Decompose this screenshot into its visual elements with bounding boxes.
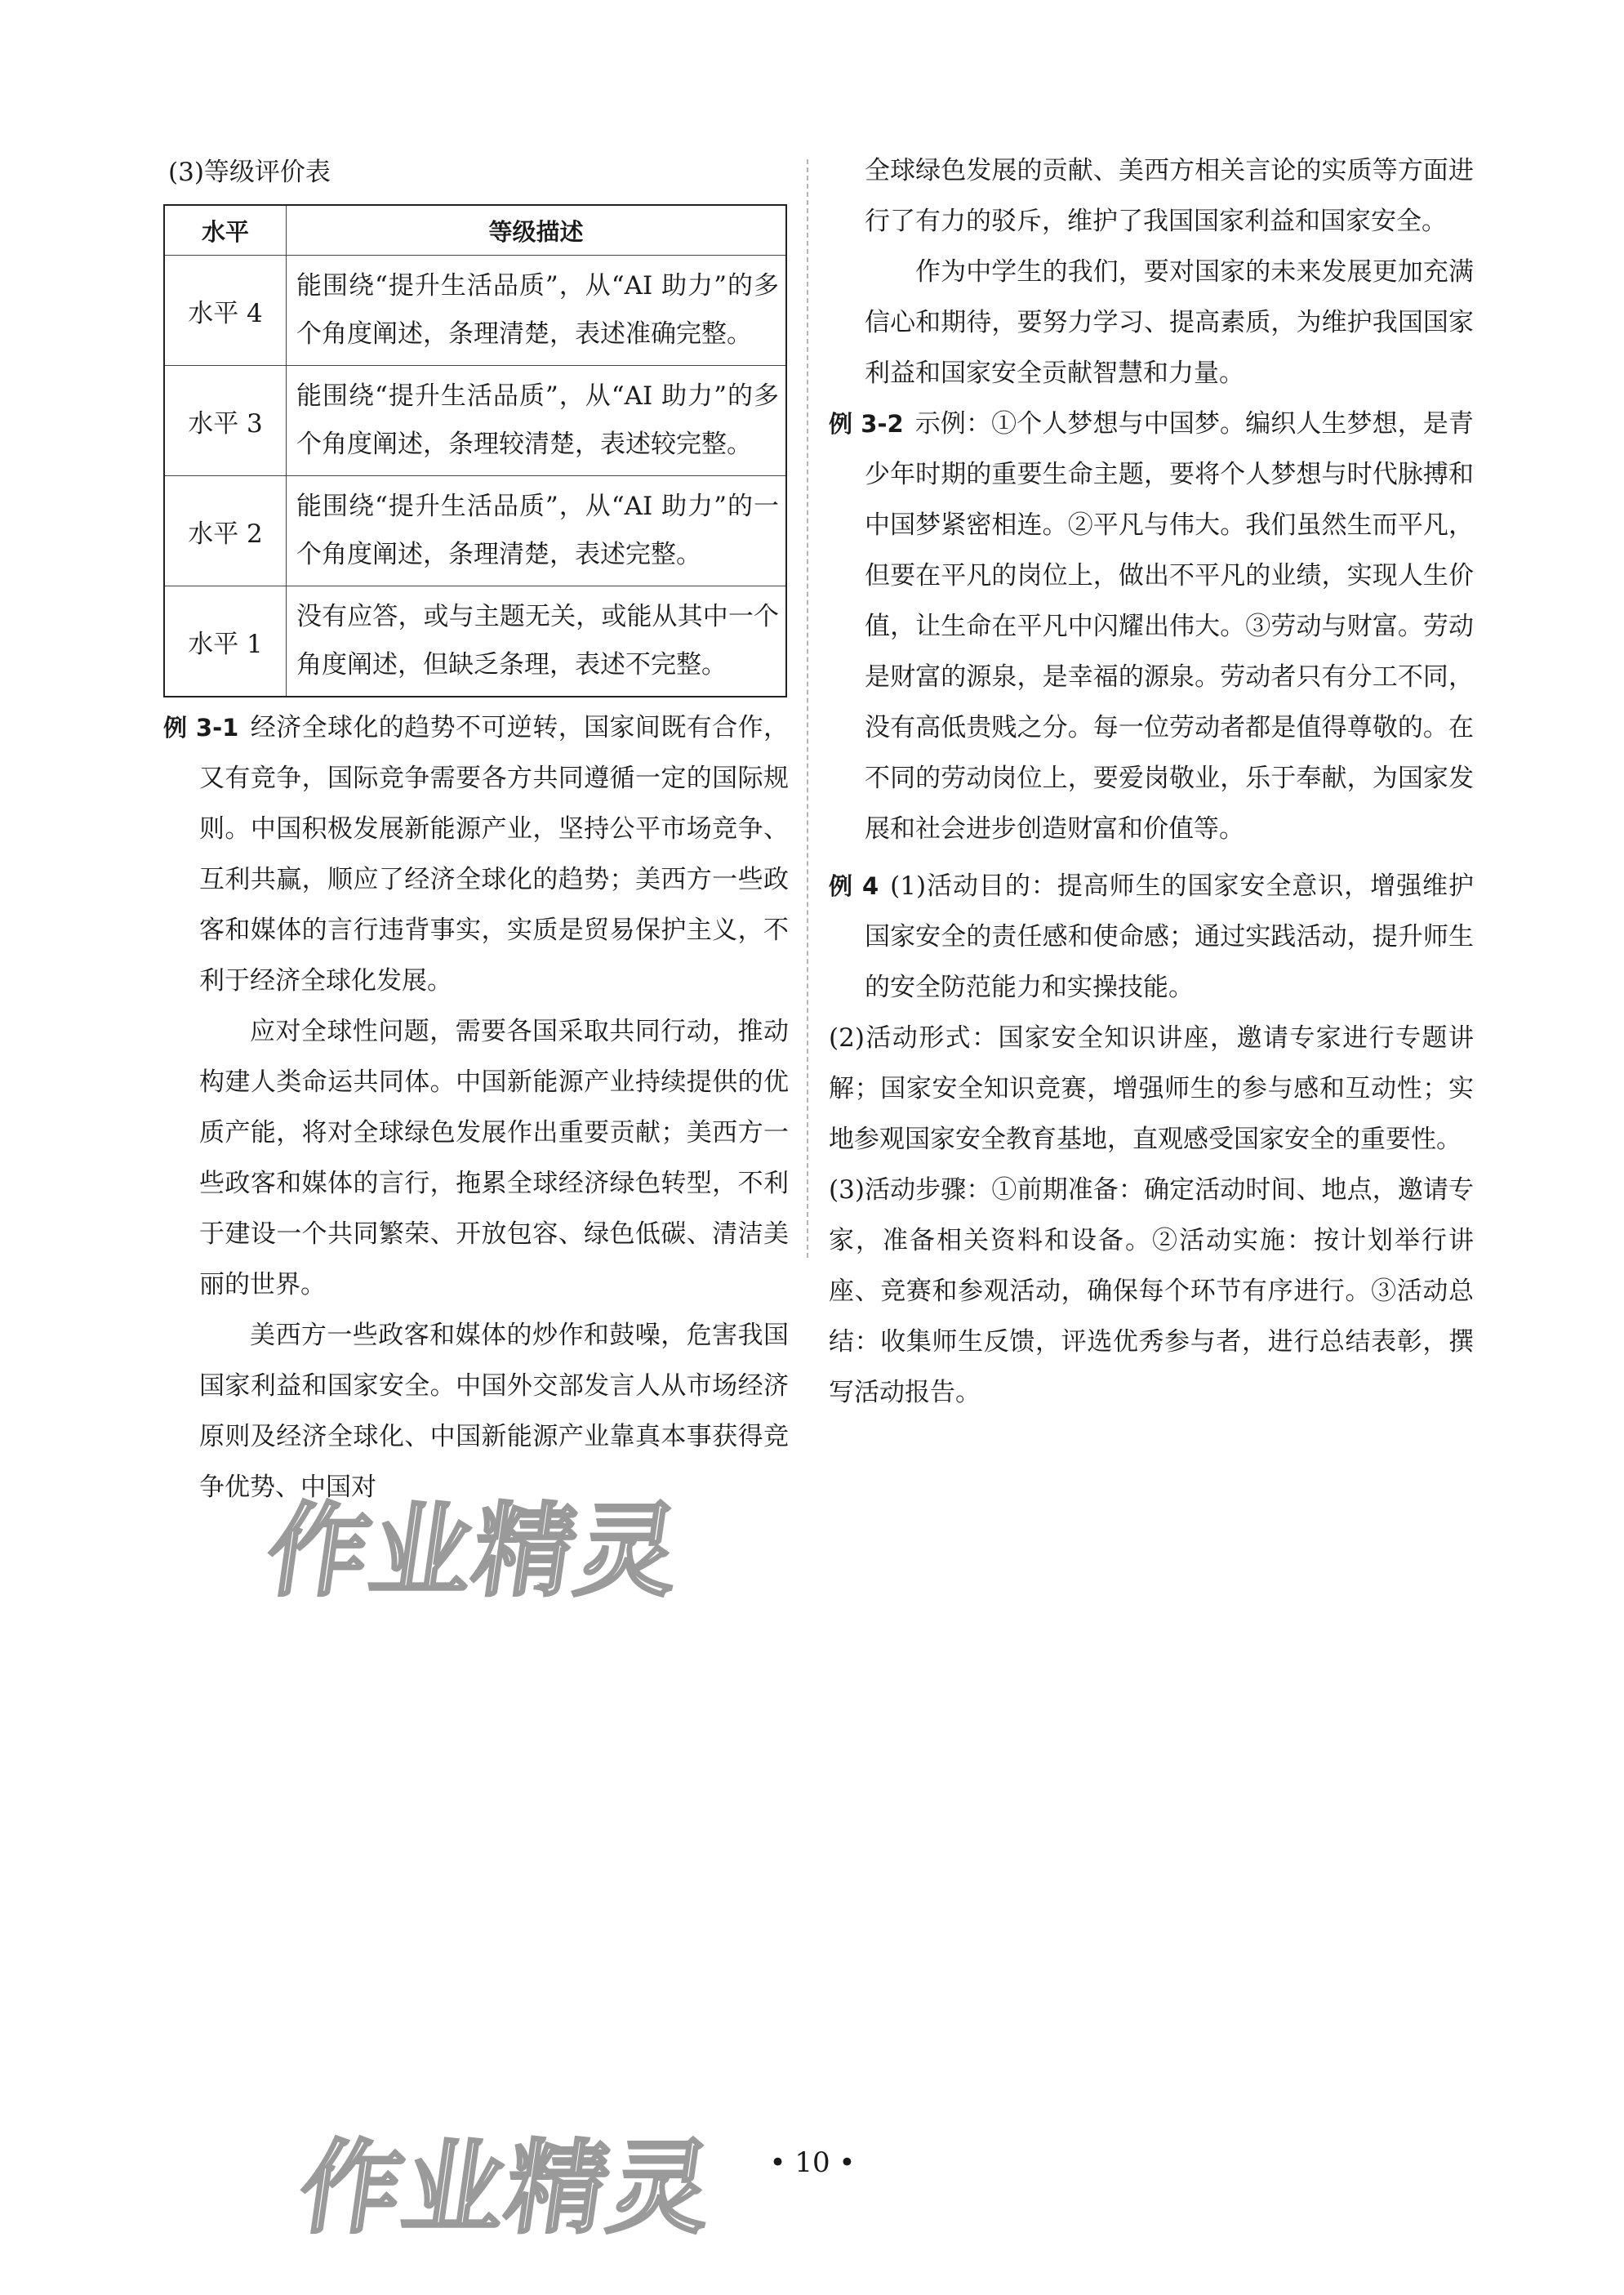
table-row xyxy=(164,366,786,476)
level-cell: 水平 3 xyxy=(164,366,287,476)
example-3-1-label: 例 3-1 xyxy=(163,714,239,742)
description-cell: 能围绕“提升生活品质”，从“AI 助力”的一个角度阐述，条理清楚，表述完整。 xyxy=(287,476,787,586)
level-cell: 水平 4 xyxy=(164,256,287,366)
example-4-item-3: (3)活动步骤：①前期准备：确定活动时间、地点，邀请专家，准备相关资料和设备。②活动实施：按计划举行讲座、竞赛和参观活动，确保每个环节有序进行。③活动总结：收集师生反馈，评选优秀参与者，进行总结表彰，撰写活动报告。 xyxy=(829,1175,1474,1407)
continued-paragraph: 全球绿色发展的贡献、美西方相关言论的实质等方面进行了有力的驳斥，维护了我国国家利益和国家安全。 xyxy=(865,156,1474,236)
example-3-2 xyxy=(829,399,1474,854)
example-4 xyxy=(829,861,1474,1013)
table-row xyxy=(164,476,786,586)
continued-paragraph-2: 作为中学生的我们，要对国家的未来发展更加充满信心和期待，要努力学习、提高素质，为维护我国国家利益和国家安全贡献智慧和力量。 xyxy=(865,257,1474,388)
example-3-2-label: 例 3-2 xyxy=(829,410,904,438)
example-4-item-1: (1)活动目的：提高师生的国家安全意识，增强维护国家安全的责任感和使命感；通过实践活动，提升师生的安全防范能力和实操技能。 xyxy=(865,871,1474,1002)
table-row xyxy=(164,256,786,366)
table-header-row xyxy=(164,205,786,256)
example-3-1 xyxy=(163,702,789,1006)
header-description: 等级描述 xyxy=(287,205,787,256)
example-4-item-2: (2)活动形式：国家安全知识讲座，邀请专家进行专题讲解；国家安全知识竞赛，增强师生的参与感和互动性；实地参观国家安全教育基地，直观感受国家安全的重要性。 xyxy=(829,1023,1474,1154)
watermark-logo-bottom: 作业精灵 xyxy=(292,2130,721,2248)
example-3-2-text: 示例：①个人梦想与中国梦。编织人生梦想，是青少年时期的重要生命主题，要将个人梦想与时代脉搏和中国梦紧密相连。②平凡与伟大。我们虽然生而平凡，但要在平凡的岗位上，做出不平凡的业绩，实现人生价值，让生命在平凡中闪耀出伟大。③劳动与财富。劳动是财富的源泉，是幸福的源泉。劳动者只有分工不同，没有高低贵贱之分。每一位劳动者都是值得尊敬的。在不同的劳动岗位上，要爱岗敬业，乐于奉献，为国家发展和社会进步创造财富和价值等。 xyxy=(865,409,1474,844)
table-title: (3)等级评价表 xyxy=(168,158,331,187)
example-3-1-paragraph-2: 应对全球性问题，需要各国采取共同行动，推动构建人类命运共同体。中国新能源产业持续提供的优质产能，将对全球绿色发展作出重要贡献；美西方一些政客和媒体的言行，拖累全球经济绿色转型，不利于建设一个共同繁荣、开放包容、绿色低碳、清洁美丽的世界。 xyxy=(199,1017,789,1299)
level-cell: 水平 1 xyxy=(164,586,287,697)
left-column xyxy=(163,152,789,1513)
level-cell: 水平 2 xyxy=(164,476,287,586)
example-4-label: 例 4 xyxy=(829,872,879,900)
example-3-1-paragraph-3: 美西方一些政客和媒体的炒作和鼓噪，危害我国国家利益和国家安全。中国外交部发言人从市场经济原则及经济全球化、中国新能源产业靠真本事获得竞争优势、中国对 xyxy=(199,1321,789,1502)
header-level: 水平 xyxy=(164,205,287,256)
table-row xyxy=(164,586,786,697)
description-cell: 能围绕“提升生活品质”，从“AI 助力”的多个角度阐述，条理清楚，表述准确完整。 xyxy=(287,256,787,366)
watermark-logo: 作业精灵 xyxy=(260,1493,688,1611)
right-column xyxy=(829,152,1474,1418)
column-divider xyxy=(807,159,808,1258)
grade-table xyxy=(163,204,787,697)
example-3-1-paragraph-1: 经济全球化的趋势不可逆转，国家间既有合作，又有竞争，国际竞争需要各方共同遵循一定的国际规则。中国积极发展新能源产业，坚持公平市场竞争、互利共赢，顺应了经济全球化的趋势；美西方一些政客和媒体的言行违背事实，实质是贸易保护主义，不利于经济全球化发展。 xyxy=(199,713,789,996)
page-number: • 10 • xyxy=(769,2146,856,2179)
description-cell: 没有应答，或与主题无关，或能从其中一个角度阐述，但缺乏条理，表述不完整。 xyxy=(287,586,787,697)
description-cell: 能围绕“提升生活品质”，从“AI 助力”的多个角度阐述，条理较清楚，表述较完整。 xyxy=(287,366,787,476)
